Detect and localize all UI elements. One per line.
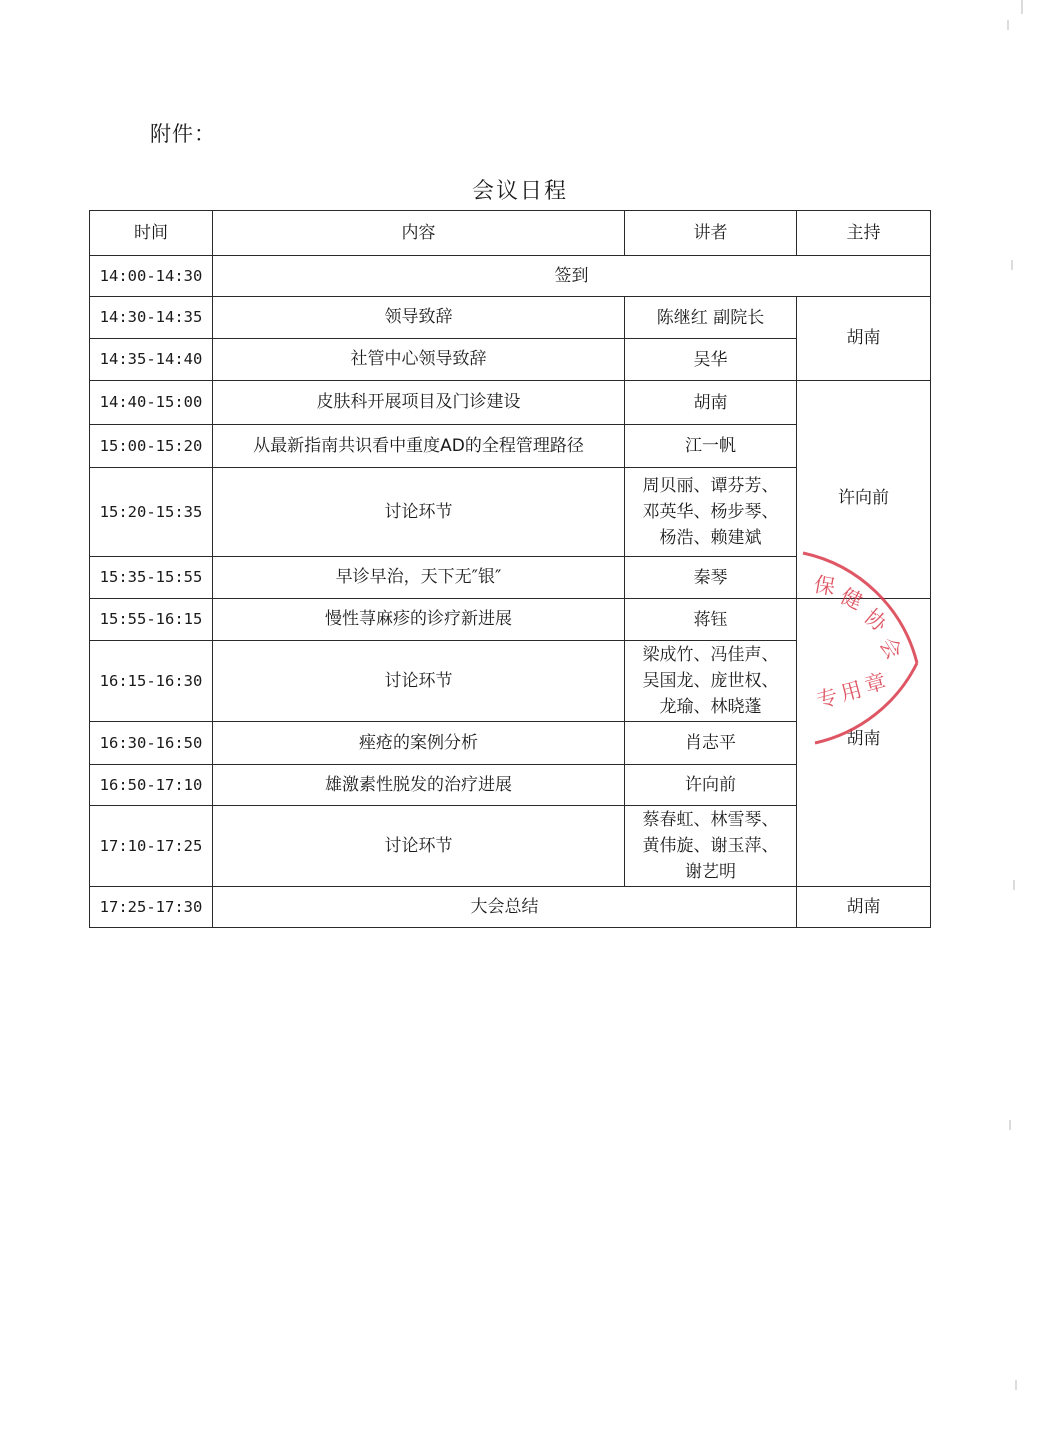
speaker-line: 周贝丽、谭芬芳、 bbox=[642, 476, 779, 496]
row-time: 15:20-15:35 bbox=[90, 468, 213, 557]
row-time: 14:35-14:40 bbox=[90, 339, 213, 381]
row-content: 社管中心领导致辞 bbox=[213, 339, 625, 381]
header-time: 时间 bbox=[90, 211, 213, 256]
row-host: 许向前 bbox=[797, 381, 931, 599]
row-content: 早诊早治，天下无″银″ bbox=[213, 557, 625, 599]
table-row bbox=[90, 599, 931, 641]
row-speaker bbox=[625, 381, 797, 425]
row-content: 从最新指南共识看中重度AD的全程管理路径 bbox=[213, 425, 625, 468]
header-host: 主持 bbox=[797, 211, 931, 256]
row-time: 16:15-16:30 bbox=[90, 641, 213, 722]
table-header-row bbox=[90, 211, 931, 256]
row-time: 15:55-16:15 bbox=[90, 599, 213, 641]
seal-char: 协 bbox=[859, 604, 892, 637]
row-speaker bbox=[625, 468, 797, 557]
speaker-line: 秦琴 bbox=[693, 567, 728, 588]
row-content: 讨论环节 bbox=[213, 806, 625, 887]
speaker-line: 梁成竹、冯佳声、 bbox=[642, 645, 779, 665]
row-speaker bbox=[625, 297, 797, 339]
speaker-line: 胡南 bbox=[693, 392, 728, 413]
row-content: 领导致辞 bbox=[213, 297, 625, 339]
seal-char: 保 bbox=[812, 572, 837, 600]
seal-char: 用 bbox=[838, 677, 865, 706]
speaker-line: 吴国龙、庞世权、 bbox=[642, 671, 779, 691]
speaker-line: 杨浩、赖建斌 bbox=[659, 528, 762, 548]
scan-edge-marks bbox=[1002, 0, 1032, 1443]
row-time: 15:00-15:20 bbox=[90, 425, 213, 468]
row-content: 慢性荨麻疹的诊疗新进展 bbox=[213, 599, 625, 641]
speaker-line: 肖志平 bbox=[685, 733, 736, 753]
row-speaker bbox=[625, 765, 797, 806]
seal-char: 专 bbox=[814, 684, 841, 713]
row-content: 签到 bbox=[213, 256, 931, 297]
table-row bbox=[90, 256, 931, 297]
table-row bbox=[90, 381, 931, 425]
row-time: 17:10-17:25 bbox=[90, 806, 213, 887]
attachment-label: 附件： bbox=[150, 122, 216, 146]
table-row bbox=[90, 887, 931, 928]
row-host: 胡南 bbox=[797, 887, 931, 928]
speaker-line: 蔡春虹、林雪琴、 bbox=[642, 810, 779, 830]
row-speaker bbox=[625, 641, 797, 722]
speaker-line: 许向前 bbox=[685, 775, 736, 795]
page-title: 会议日程 bbox=[471, 179, 568, 204]
speaker-line: 蒋钰 bbox=[693, 609, 728, 630]
row-speaker bbox=[625, 722, 797, 765]
speaker-line: 邓英华、杨步琴、 bbox=[642, 502, 779, 522]
row-content: 雄激素性脱发的治疗进展 bbox=[213, 765, 625, 806]
speaker-line: 黄伟旋、谢玉萍、 bbox=[642, 836, 779, 856]
row-time: 17:25-17:30 bbox=[90, 887, 213, 928]
row-content: 皮肤科开展项目及门诊建设 bbox=[213, 381, 625, 425]
speaker-line: 江一帆 bbox=[685, 436, 736, 456]
row-speaker bbox=[625, 339, 797, 381]
row-host: 胡南 bbox=[797, 599, 931, 887]
row-time: 14:00-14:30 bbox=[90, 256, 213, 297]
row-speaker bbox=[625, 599, 797, 641]
row-speaker bbox=[625, 425, 797, 468]
row-time: 16:30-16:50 bbox=[90, 722, 213, 765]
row-time: 14:40-15:00 bbox=[90, 381, 213, 425]
row-content: 讨论环节 bbox=[213, 468, 625, 557]
agenda-table bbox=[89, 210, 931, 928]
table-row bbox=[90, 297, 931, 339]
seal-char: 章 bbox=[862, 669, 889, 698]
speaker-line: 谢艺明 bbox=[685, 862, 736, 882]
row-content: 痤疮的案例分析 bbox=[213, 722, 625, 765]
header-speaker: 讲者 bbox=[625, 211, 797, 256]
speaker-line: 陈继红 副院长 bbox=[656, 307, 765, 328]
row-content: 讨论环节 bbox=[213, 641, 625, 722]
speaker-line: 吴华 bbox=[693, 349, 728, 370]
row-speaker bbox=[625, 806, 797, 887]
speaker-line: 龙瑜、林晓蓬 bbox=[659, 697, 762, 717]
row-time: 15:35-15:55 bbox=[90, 557, 213, 599]
row-content: 大会总结 bbox=[213, 887, 797, 928]
row-speaker bbox=[625, 557, 797, 599]
seal-char: 健 bbox=[836, 583, 867, 615]
header-content: 内容 bbox=[213, 211, 625, 256]
row-time: 16:50-17:10 bbox=[90, 765, 213, 806]
seal-char: 会 bbox=[874, 632, 907, 664]
row-time: 14:30-14:35 bbox=[90, 297, 213, 339]
row-host: 胡南 bbox=[797, 297, 931, 381]
